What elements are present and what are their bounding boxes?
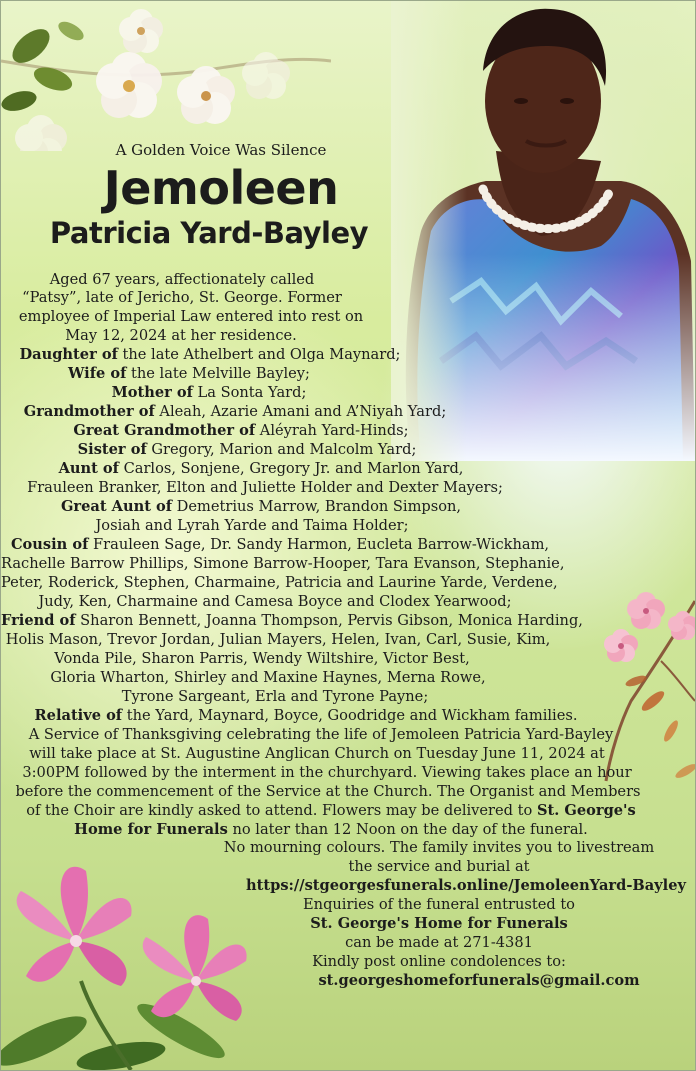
text-line — [1, 707, 611, 725]
text-line — [1, 403, 469, 421]
line-text: before the commencement of the Service at the Church. The Organist and Members — [15, 783, 641, 800]
bold-prefix: Relative of — [34, 707, 123, 724]
text-line — [1, 517, 503, 535]
bold-prefix: Wife of — [68, 365, 127, 382]
bold-prefix: st.georgeshomeforfunerals@gmail.com — [318, 972, 640, 989]
text-line — [1, 839, 696, 857]
text-line — [1, 764, 653, 782]
text-line — [1, 365, 377, 383]
text-line — [1, 441, 493, 459]
text-line — [1, 555, 565, 573]
portrait-photo — [391, 1, 695, 461]
text-line — [1, 422, 481, 440]
line-text: Enquiries of the funeral entrusted to — [303, 896, 575, 913]
text-line — [1, 650, 523, 668]
bold-prefix: Daughter of — [19, 346, 118, 363]
line-text: No mourning colours. The family invites you to livestream — [223, 839, 655, 856]
bold-prefix: Home for Funerals — [74, 821, 228, 838]
text-line — [1, 631, 555, 649]
bold-prefix: Great Grandmother of — [73, 422, 256, 439]
bold-prefix: Sister of — [77, 441, 147, 458]
text-line — [1, 858, 696, 876]
line-text: Holis Mason, Trevor Jordan, Julian Mayers, Helen, Ivan, Carl, Susie, Kim, — [5, 631, 551, 648]
text-line — [1, 308, 381, 326]
line-text: Josiah and Lyrah Yarde and Taima Holder; — [95, 517, 409, 534]
text-line — [1, 536, 559, 554]
line-text: of the Choir are kindly asked to attend. Flowers may be delivered to — [26, 802, 537, 819]
text-line — [1, 745, 633, 763]
bold-suffix: St. George's — [536, 802, 636, 819]
text-line — [1, 593, 549, 611]
line-text: Carlos, Sonjene, Gregory Jr. and Marlon Yard, — [118, 460, 464, 477]
text-line — [1, 953, 696, 971]
bold-prefix: Mother of — [111, 384, 193, 401]
line-text: A Service of Thanksgiving celebrating the life of Jemoleen Patricia Yard-Bayley — [28, 726, 614, 743]
text-line — [1, 934, 696, 952]
line-text: the Yard, Maynard, Boyce, Goodridge and Wickham families. — [122, 707, 578, 724]
text-line — [1, 821, 661, 839]
line-text: can be made at 271-4381 — [345, 934, 533, 951]
text-line — [1, 688, 549, 706]
text-line — [1, 346, 419, 364]
text-line — [1, 726, 641, 744]
text-line — [1, 802, 661, 820]
bold-prefix: Great Aunt of — [60, 498, 173, 515]
line-text: Frauleen Sage, Dr. Sandy Harmon, Eucleta Barrow-Wickham, — [88, 536, 550, 553]
line-text: will take place at St. Augustine Anglican Church on Tuesday June 11, 2024 at — [29, 745, 605, 762]
text-line — [1, 877, 696, 895]
first-name: Jemoleen — [103, 161, 339, 215]
bold-prefix: St. George's Home for Funerals — [310, 915, 568, 932]
blossom-branch-top — [1, 1, 331, 151]
text-line — [1, 972, 696, 990]
line-text: no later than 12 Noon on the day of the funeral. — [227, 821, 588, 838]
line-text: Gregory, Marion and Malcolm Yard; — [146, 441, 417, 458]
text-line — [1, 498, 521, 516]
line-text: 3:00PM followed by the interment in the churchyard. Viewing takes place an hour — [22, 764, 632, 781]
line-text: Peter, Roderick, Stephen, Charmaine, Patricia and Laurine Yarde, Verdene, — [1, 574, 558, 591]
line-text: Tyrone Sargeant, Erla and Tyrone Payne; — [121, 688, 429, 705]
bold-prefix: Aunt of — [58, 460, 119, 477]
full-name: Patricia Yard-Bayley — [49, 216, 369, 250]
line-text: Judy, Ken, Charmaine and Camesa Boyce and Clodex Yearwood; — [38, 593, 512, 610]
text-line — [1, 460, 521, 478]
line-text: La Sonta Yard; — [192, 384, 307, 401]
line-text: Aléyrah Yard-Hinds; — [255, 422, 409, 439]
text-line — [1, 574, 558, 592]
line-text: May 12, 2024 at her residence. — [65, 327, 297, 344]
text-line — [1, 479, 529, 497]
bold-prefix: https://stgeorgesfunerals.online/JemoleenYard-Bayley — [246, 877, 686, 894]
line-text: “Patsy”, late of Jericho, St. George. Former — [22, 289, 342, 306]
line-text: the service and burial at — [348, 858, 530, 875]
headline: A Golden Voice Was Silence — [115, 141, 327, 159]
text-line — [1, 271, 363, 289]
text-line — [1, 669, 535, 687]
text-line — [1, 896, 696, 914]
line-text: Aged 67 years, affectionately called — [49, 271, 315, 288]
bold-prefix: Cousin of — [10, 536, 89, 553]
text-line — [1, 915, 696, 933]
text-line — [1, 783, 655, 801]
text-line — [1, 612, 583, 630]
line-text: Gloria Wharton, Shirley and Maxine Haynes, Merna Rowe, — [50, 669, 486, 686]
text-line — [1, 327, 361, 345]
line-text: Demetrius Marrow, Brandon Simpson, — [172, 498, 462, 515]
line-text: Vonda Pile, Sharon Parris, Wendy Wiltshire, Victor Best, — [54, 650, 470, 667]
line-text: Aleah, Azarie Amani and A’Niyah Yard; — [154, 403, 447, 420]
line-text: Kindly post online condolences to: — [312, 953, 566, 970]
bold-prefix: Friend of — [1, 612, 76, 629]
text-line — [1, 384, 417, 402]
line-text: Frauleen Branker, Elton and Juliette Holder and Dexter Mayers; — [27, 479, 503, 496]
line-text: the late Melville Bayley; — [126, 365, 310, 382]
text-line — [1, 289, 363, 307]
line-text: Sharon Bennett, Joanna Thompson, Pervis Gibson, Monica Harding, — [75, 612, 583, 629]
line-text: the late Athelbert and Olga Maynard; — [117, 346, 401, 363]
line-text: Rachelle Barrow Phillips, Simone Barrow-Hooper, Tara Evanson, Stephanie, — [1, 555, 565, 572]
bold-prefix: Grandmother of — [23, 403, 155, 420]
line-text: employee of Imperial Law entered into rest on — [18, 308, 364, 325]
